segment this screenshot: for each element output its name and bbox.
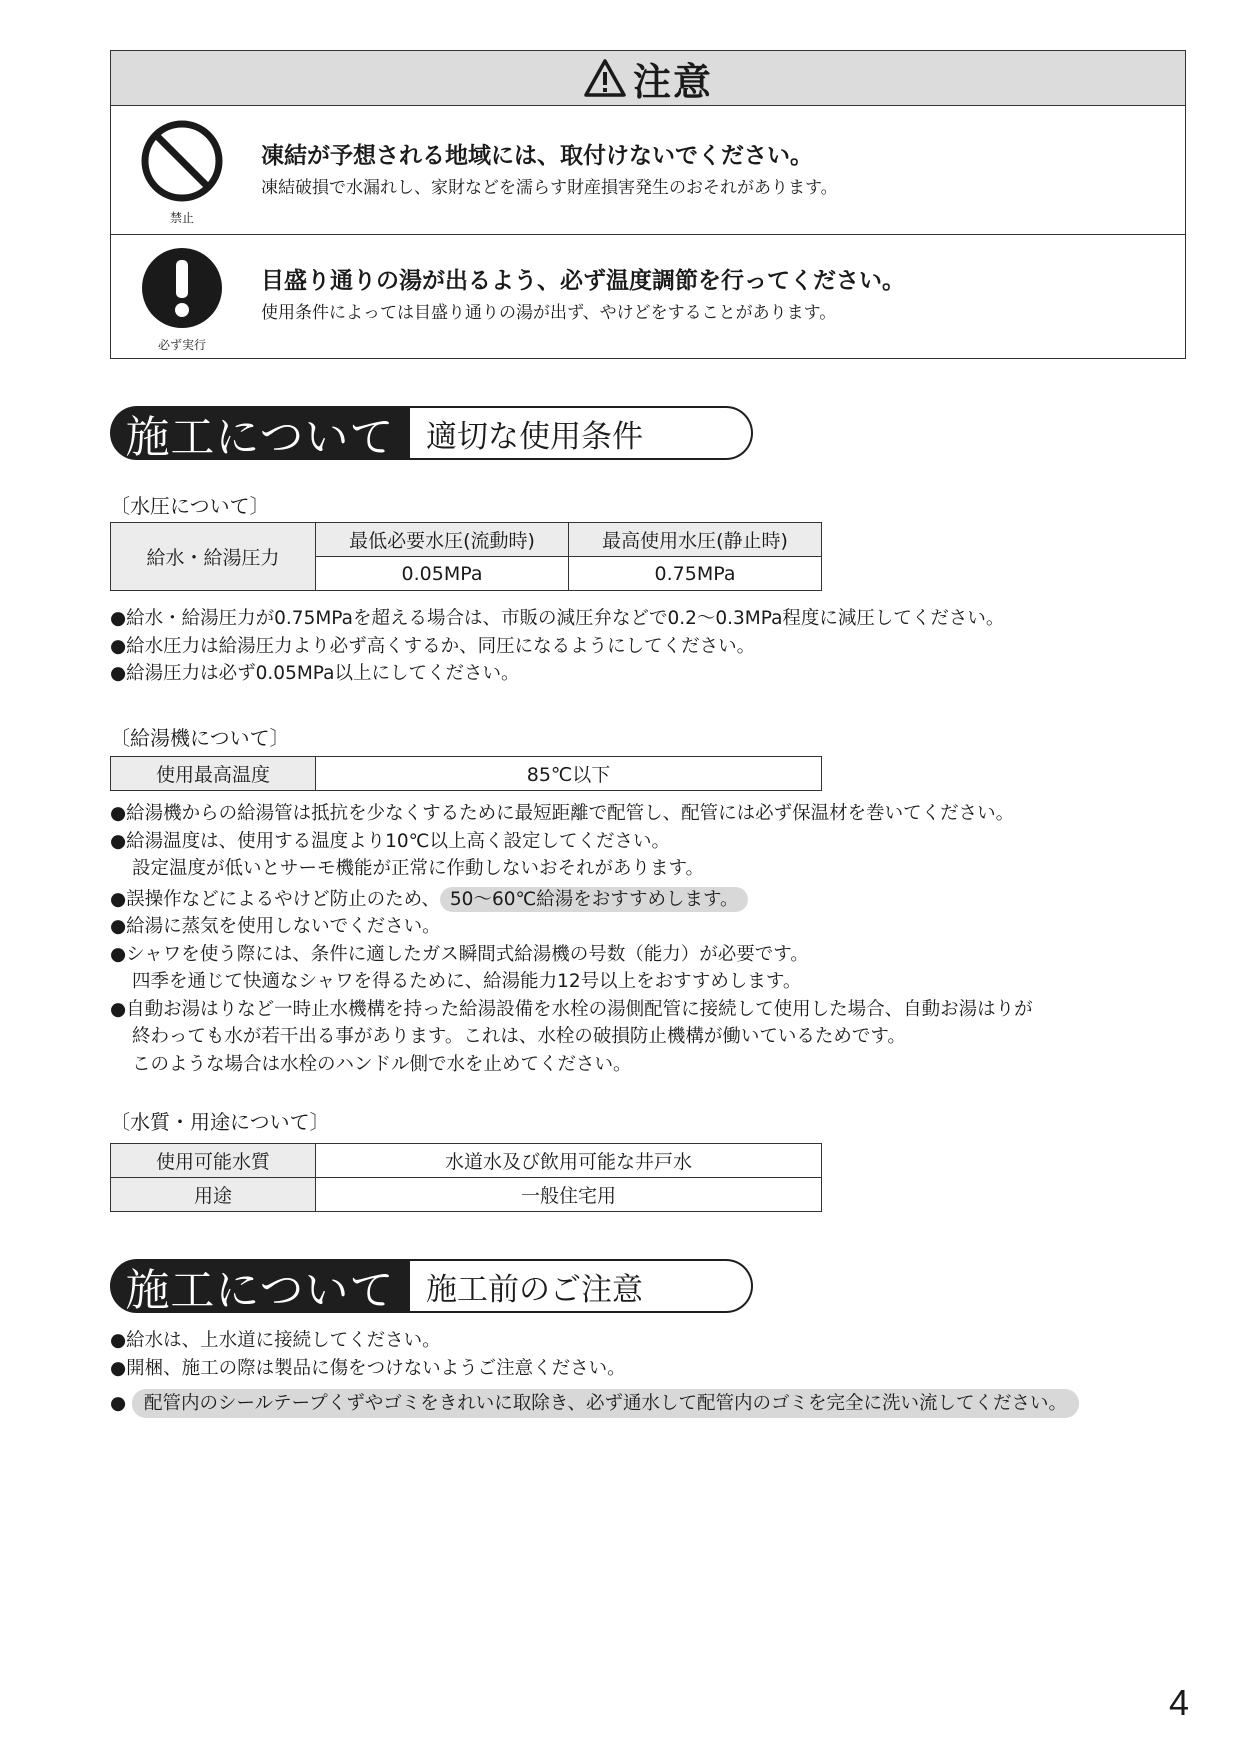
quality-table [110,1143,822,1212]
bullet-mark: ● [110,1393,127,1414]
highlight-recommend-temp: 50～60℃給湯をおすすめします。 [440,887,749,912]
prohibit-caption: 禁止 [169,211,194,225]
page-number: 4 [1168,1682,1189,1723]
mandatory-caption: 必ず実行 [157,338,206,352]
list-item [110,886,1033,914]
caution-row-mandatory [111,234,1185,358]
list-item: ●給湯圧力は必ず0.05MPa以上にしてください。 [110,663,520,684]
water-pressure-notes [110,605,1004,688]
list-item-continuation: 四季を通じて快適なシャワを得るために、給湯能力12号以上をおすすめします。 [132,971,802,992]
list-item: ●給水圧力は給湯圧力より必ず高くするか、同圧になるようにしてください。 [110,635,756,657]
pre-install-notes [110,1327,1079,1418]
heater-notes [110,800,1033,1078]
section1-main: 施工について [110,406,410,460]
quality-label: 〔水質・用途について〕 [110,1110,330,1134]
list-item [110,1390,1079,1418]
max-pressure-header: 最高使用水圧(静止時) [569,523,822,557]
section2-sub: 施工前のご注意 [410,1259,753,1313]
list-item: ●給湯温度は、使用する温度より10℃以上高く設定してください。 [110,830,670,852]
min-pressure-header: 最低必要水圧(流動時) [316,523,569,557]
list-item: ●シャワを使う際には、条件に適したガス瞬間式給湯機の号数（能力）が必要です。 [110,943,809,965]
max-pressure-value: 0.75MPa [569,557,822,591]
list-item-text: ●誤操作などによるやけど防止のため、 [110,888,440,910]
water-pressure-table [110,522,822,591]
section1-header [110,406,748,463]
caution-title-1: 凍結が予想される地域には、取付けないでください。 [261,143,813,169]
prohibited-icon [140,119,224,203]
section2-main: 施工について [110,1259,410,1313]
water-pressure-label: 〔水圧について〕 [110,494,270,518]
list-item-continuation: このような場合は水栓のハンドル側で水を止めてください。 [132,1053,632,1075]
list-item: ●給水・給湯圧力が0.75MPaを超える場合は、市販の減圧弁などで0.2～0.3MPa程度に減圧してください。 [110,608,1005,629]
list-item: ●給湯機からの給湯管は抵抗を少なくするために最短距離で配管し、配管には必ず保温材を巻いてください。 [110,803,1015,824]
prohibit-icon-wrap [137,119,227,226]
highlight-pipe-flush: 配管内のシールテープくずやゴミをきれいに取除き、必ず通水して配管内のゴミを完全に洗い流してください。 [132,1389,1079,1418]
list-item-continuation: 終わっても水が若干出る事があります。これは、水栓の破損防止機構が働いているためです。 [132,1026,906,1047]
list-item: ●給湯に蒸気を使用しないでください。 [110,916,441,937]
caution-row-prohibit [111,105,1185,235]
caution-box [110,50,1186,359]
usage-value: 一般住宅用 [316,1178,822,1212]
heater-label: 〔給湯機について〕 [110,726,290,750]
list-item: ●給水は、上水道に接続してください。 [110,1330,441,1351]
list-item-continuation: 設定温度が低いとサーモ機能が正常に作動しないおそれがあります。 [132,858,705,879]
warning-triangle-icon [583,58,627,98]
caution-header [111,51,1185,106]
quality-row-header: 使用可能水質 [111,1144,316,1178]
section1-sub: 適切な使用条件 [410,406,753,460]
usage-row-header: 用途 [111,1178,316,1212]
mandatory-icon-wrap [137,246,227,353]
water-pressure-row-header: 給水・給湯圧力 [111,523,316,591]
quality-value: 水道水及び飲用可能な井戸水 [316,1144,822,1178]
heater-row-header: 使用最高温度 [111,757,316,791]
list-item: ●開梱、施工の際は製品に傷をつけないようご注意ください。 [110,1357,626,1379]
caution-desc-1: 凍結破損で水漏れし、家財などを濡らす財産損害発生のおそれがあります。 [261,178,838,198]
caution-header-text: 注意 [632,59,713,104]
exclamation-icon [140,246,224,330]
min-pressure-value: 0.05MPa [316,557,569,591]
list-item: ●自動お湯はりなど一時止水機構を持った給湯設備を水栓の湯側配管に接続して使用した場合、自動お湯はりが [110,998,1033,1020]
heater-max-temp: 85℃以下 [316,757,822,791]
section2-header [110,1259,748,1316]
heater-table [110,756,822,791]
caution-desc-2: 使用条件によっては目盛り通りの湯が出ず、やけどをすることがあります。 [261,303,837,323]
caution-title-2: 目盛り通りの湯が出るよう、必ず温度調節を行ってください。 [261,268,905,294]
